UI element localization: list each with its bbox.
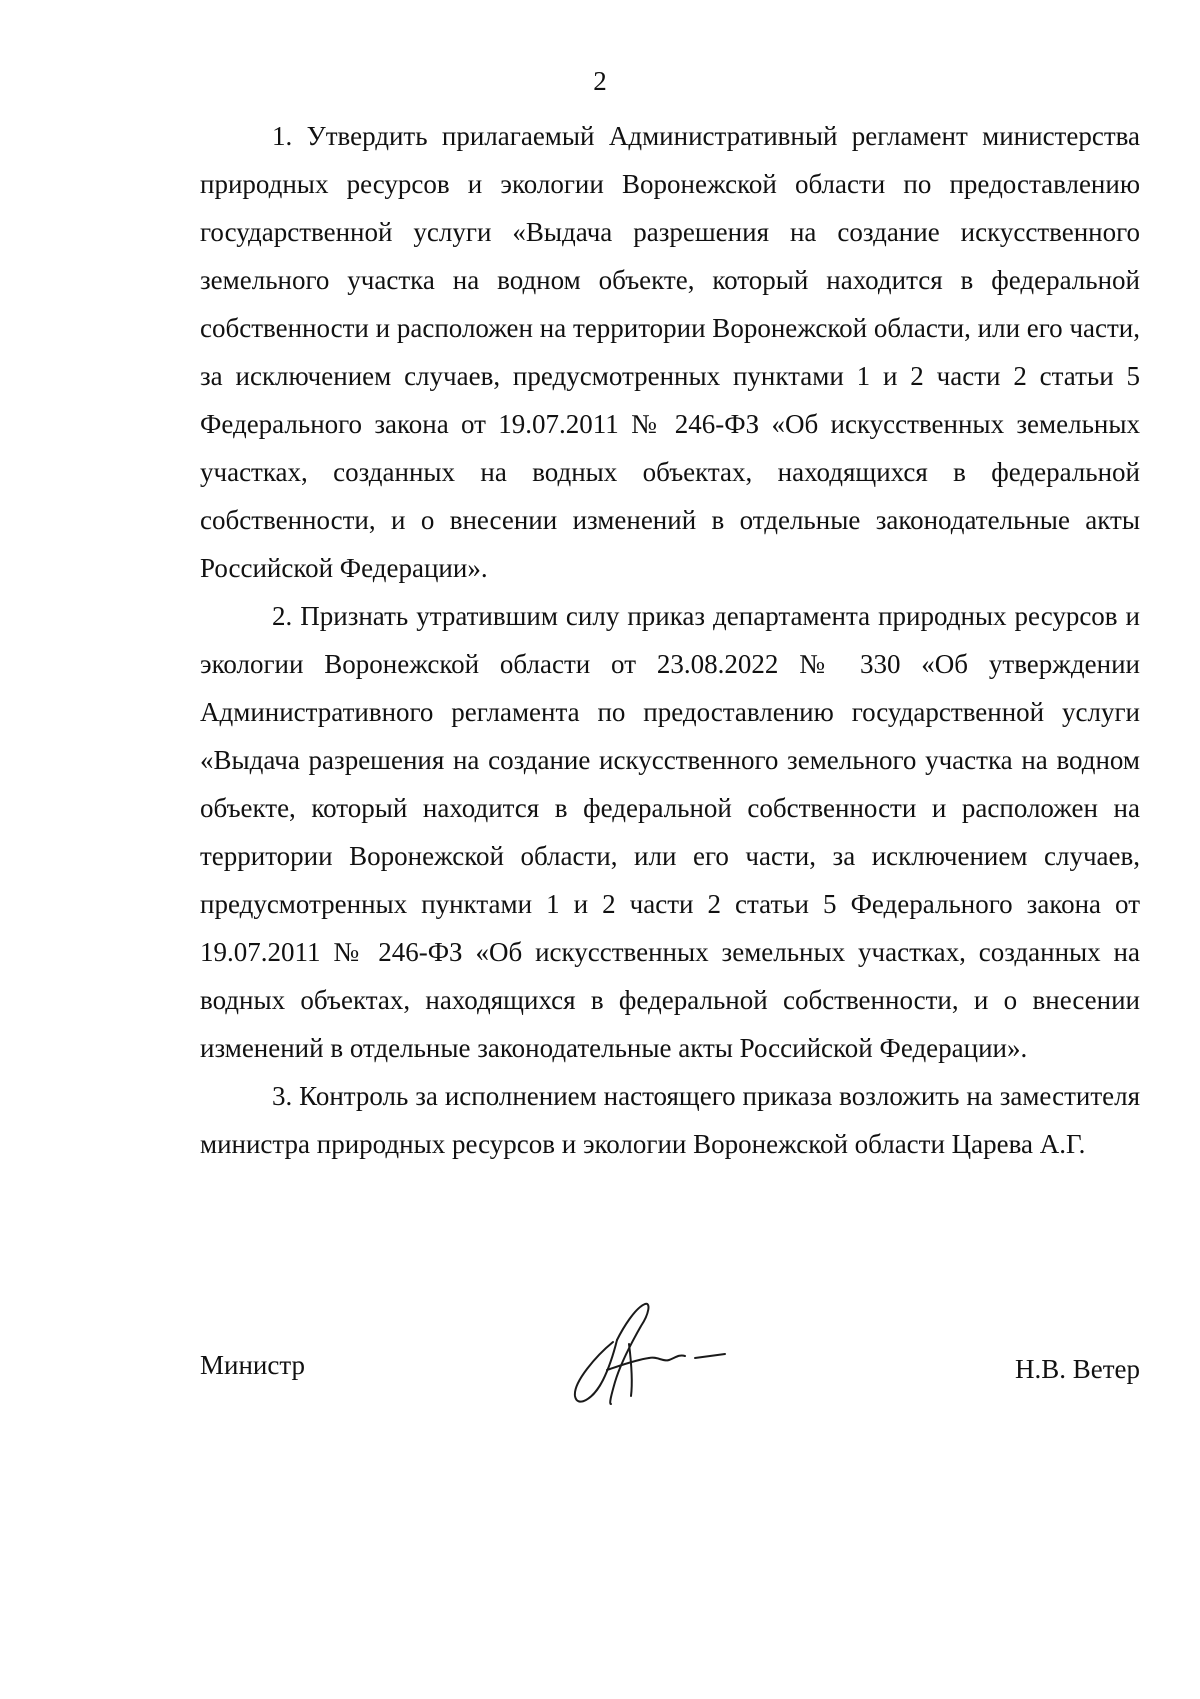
paragraph-3-control-assignment: 3. Контроль за исполнением настоящего приказа возложить на заместителя министра природных ресурсов и экологии Воронежской области Царева А.Г. [200, 1081, 1140, 1159]
signatory-name: Н.В. Ветер [1014, 1354, 1140, 1384]
page-number: 2 [593, 66, 607, 96]
paragraph-1-approve-regulation: 1. Утвердить прилагаемый Административный регламент министерства природных ресурсов и экологии Воронежской области по предоставлению государственной услуги «Выдача разрешения на создание искусственного земельного участка на водном объекте, который находится в федеральной собственности и расположен на территории Воронежской области, или его части, за исключением случаев, предусмотренных пунктами 1 и 2 части 2 статьи 5 Федерального закона от 19.07.2011 № 246-ФЗ «Об искусственных земельных участках, созданных на водных объектах, находящихся в федеральной собственности, и о внесении изменений в отдельные законодательные акты Российской Федерации». [200, 121, 1140, 583]
handwritten-signature [545, 1300, 735, 1410]
paragraph-2-repeal-order: 2. Признать утратившим силу приказ департамента природных ресурсов и экологии Воронежской области от 23.08.2022 № 330 «Об утверждении Административного регламента по предоставлению государственной услуги «Выдача разрешения на создание искусственного земельного участка на водном объекте, который находится в федеральной собственности и расположен на территории Воронежской области, или его части, за исключением случаев, предусмотренных пунктами 1 и 2 части 2 статьи 5 Федерального закона от 19.07.2011 № 246-ФЗ «Об искусственных земельных участках, созданных на водных объектах, находящихся в федеральной собственности, и о внесении изменений в отдельные законодательные акты Российской Федерации». [200, 601, 1140, 1063]
document-body [200, 112, 1140, 1168]
signatory-position: Министр [200, 1350, 305, 1380]
signature-block [200, 1300, 1140, 1410]
